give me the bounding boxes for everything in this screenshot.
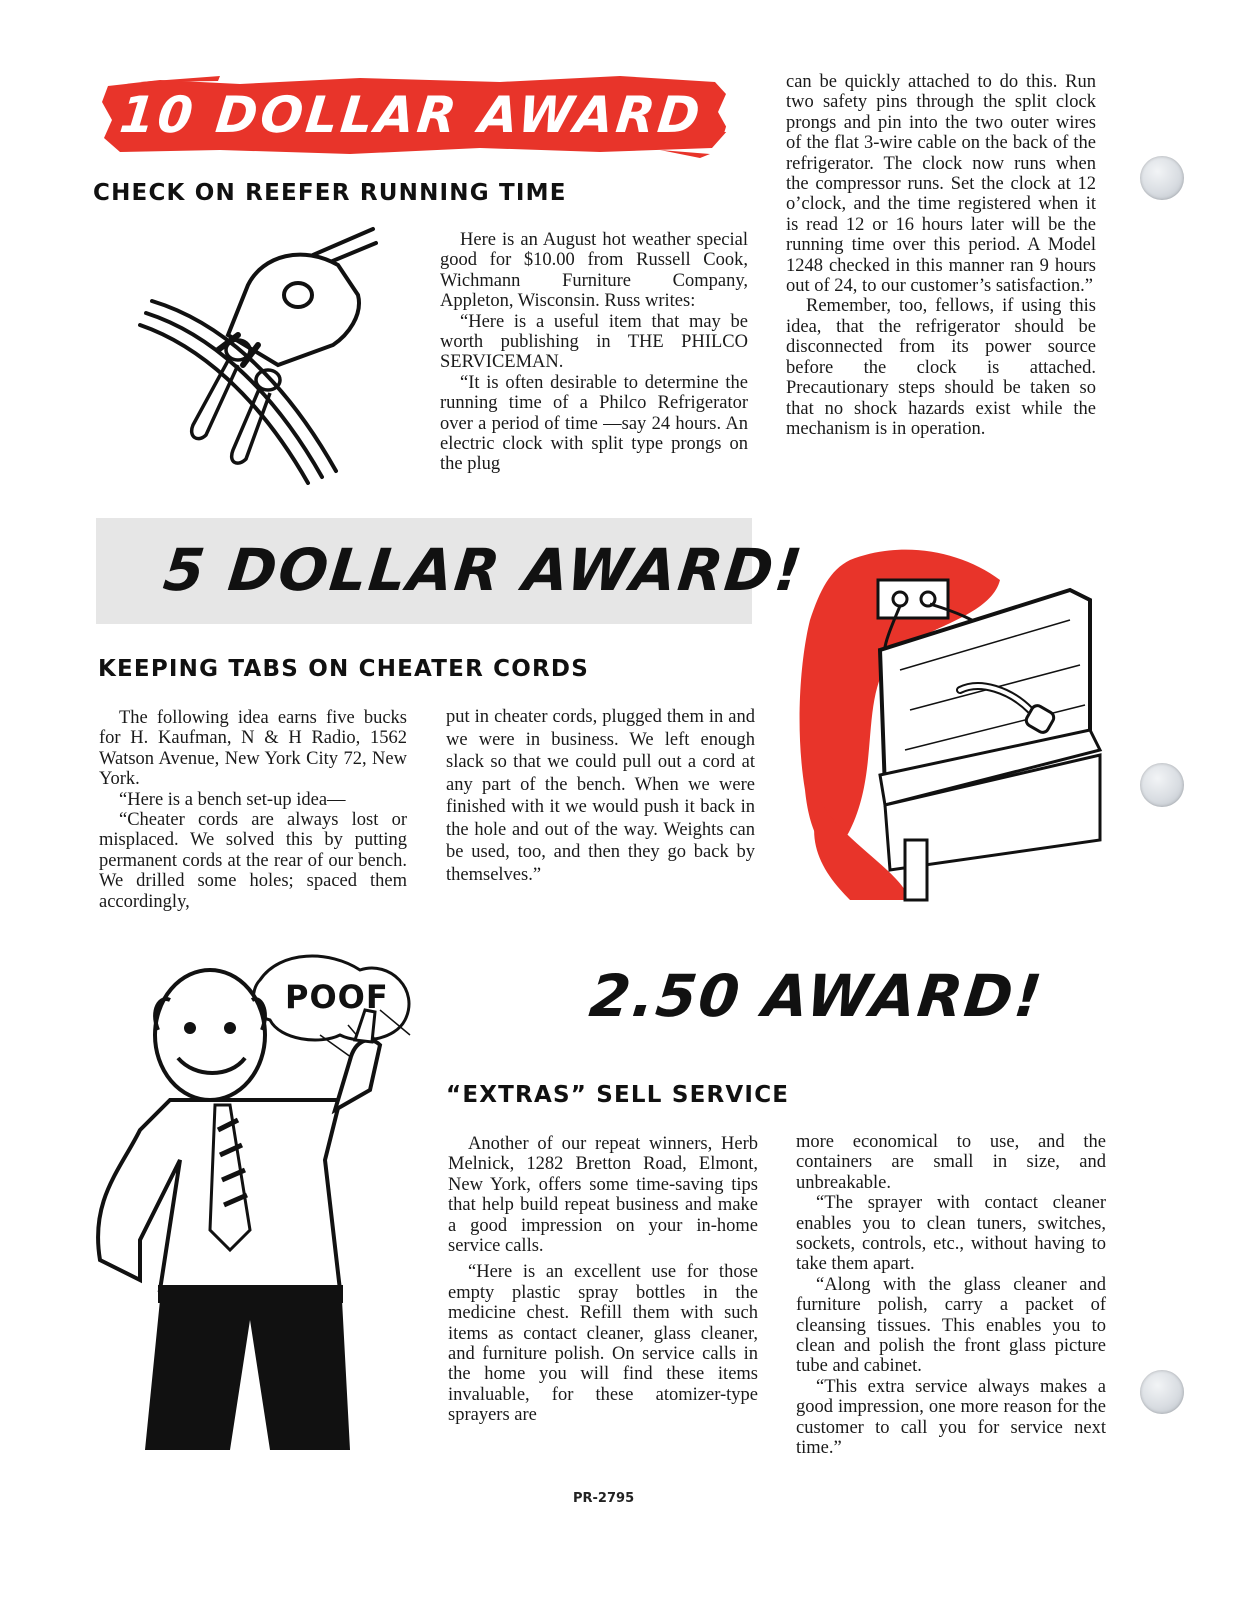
binder-hole-top <box>1140 156 1184 200</box>
section2-column-2 <box>446 706 755 886</box>
paragraph: “Cheater cords are always lost or misplaced. We solved this by putting permanent cords at the rear of our bench. We drilled some holes; spaced them accordingly, <box>99 810 407 912</box>
paragraph: “The sprayer with contact cleaner enables you to clean tuners, switches, sockets, controls, etc., without having to take them apart. <box>796 1193 1106 1275</box>
binder-hole-middle <box>1140 763 1184 807</box>
five-dollar-banner <box>96 518 808 624</box>
binder-hole-bottom <box>1140 1370 1184 1414</box>
page-code: PR-2795 <box>573 1491 635 1506</box>
paragraph: Another of our repeat winners, Herb Melnick, 1282 Bretton Road, Elmont, New York, offers some time-saving tips that help build repeat business and make a good impression on your in-home service calls. <box>448 1134 758 1257</box>
paragraph: “Here is a bench set-up idea— <box>119 789 346 810</box>
section3-column-1 <box>448 1134 758 1426</box>
section1-heading: CHECK ON REEFER RUNNING TIME <box>93 180 567 206</box>
serviceman-spray-bottle-icon <box>80 940 440 1460</box>
plug-with-safety-pins-icon <box>138 225 378 485</box>
bench-cheater-cord-icon <box>790 540 1110 910</box>
section2-column-1 <box>99 708 407 912</box>
paragraph: “Here is a useful item that may be worth publishing in THE PHILCO SERVICEMAN. <box>440 311 748 373</box>
section3-column-2 <box>796 1132 1106 1459</box>
paragraph: put in cheater cords, plugged them in and we were in business. We left enough slack so that we could pull out a cord at any part of the bench. When we were finished with it we would push it back in the hole and out of the way. Weights can be used, too, and then they go back by themselves.” <box>446 707 755 885</box>
section1-column-2 <box>786 72 1096 439</box>
paragraph: “Along with the glass cleaner and furniture polish, carry a packet of cleansing tissues. This enables you to clean and polish the front glass picture tube and cabinet. <box>796 1274 1106 1377</box>
paragraph: Here is an August hot weather special good for $10.00 from Russell Cook, Wichmann Furniture Company, Appleton, Wisconsin. Russ writes: <box>440 230 748 312</box>
paragraph: The following idea earns five bucks for H. Kaufman, N & H Radio, 1562 Watson Avenue, New York City 72, New York. <box>99 708 407 790</box>
paragraph: “This extra service always makes a good impression, one more reason for the customer to call you for service next time.” <box>796 1376 1106 1459</box>
section1-column-1 <box>440 230 748 475</box>
paragraph: more economical to use, and the containers are small in size, and unbreakable. <box>796 1132 1106 1193</box>
five-dollar-banner-text: 5 DOLLAR AWARD! <box>160 536 808 604</box>
paragraph: Remember, too, fellows, if using this idea, that the refrigerator should be disconnected from its power source before the clock is attached. Precautionary steps should be taken so that no shock hazards exist while the mechanism is in operation. <box>786 296 1096 439</box>
paragraph: “Here is an excellent use for those empty plastic spray bottles in the medicine chest. Refill them with such items as contact cleaner, glass cleaner, and furniture polish. On service calls in the home you will find these items invaluable, for these atomizer-type sprayers are <box>448 1262 758 1426</box>
section3-heading: “EXTRAS” SELL SERVICE <box>446 1082 790 1108</box>
two-fifty-award-banner: 2.50 AWARD! <box>586 962 1047 1030</box>
ten-dollar-banner-text: 10 DOLLAR AWARD ! <box>116 86 752 144</box>
paragraph: can be quickly attached to do this. Run two safety pins through the split clock prongs and pin into the two outer wires of the flat 3-wire cable on the back of the refrigerator. The clock now runs when the compressor runs. Set the clock at 12 o’clock, and the time registered when it is read 12 or 16 hours later will be the running time over this period. A Model 1248 checked in this manner ran 9 hours out of 24, to our customer’s satisfaction.” <box>786 72 1096 297</box>
poof-label: POOF <box>285 978 389 1016</box>
paragraph: “It is often desirable to determine the running time of a Philco Refrigerator over a period of time —say 24 hours. An electric clock with split type prongs on the plug <box>440 372 748 475</box>
section2-heading: KEEPING TABS ON CHEATER CORDS <box>98 656 589 682</box>
ten-dollar-banner <box>100 72 752 158</box>
